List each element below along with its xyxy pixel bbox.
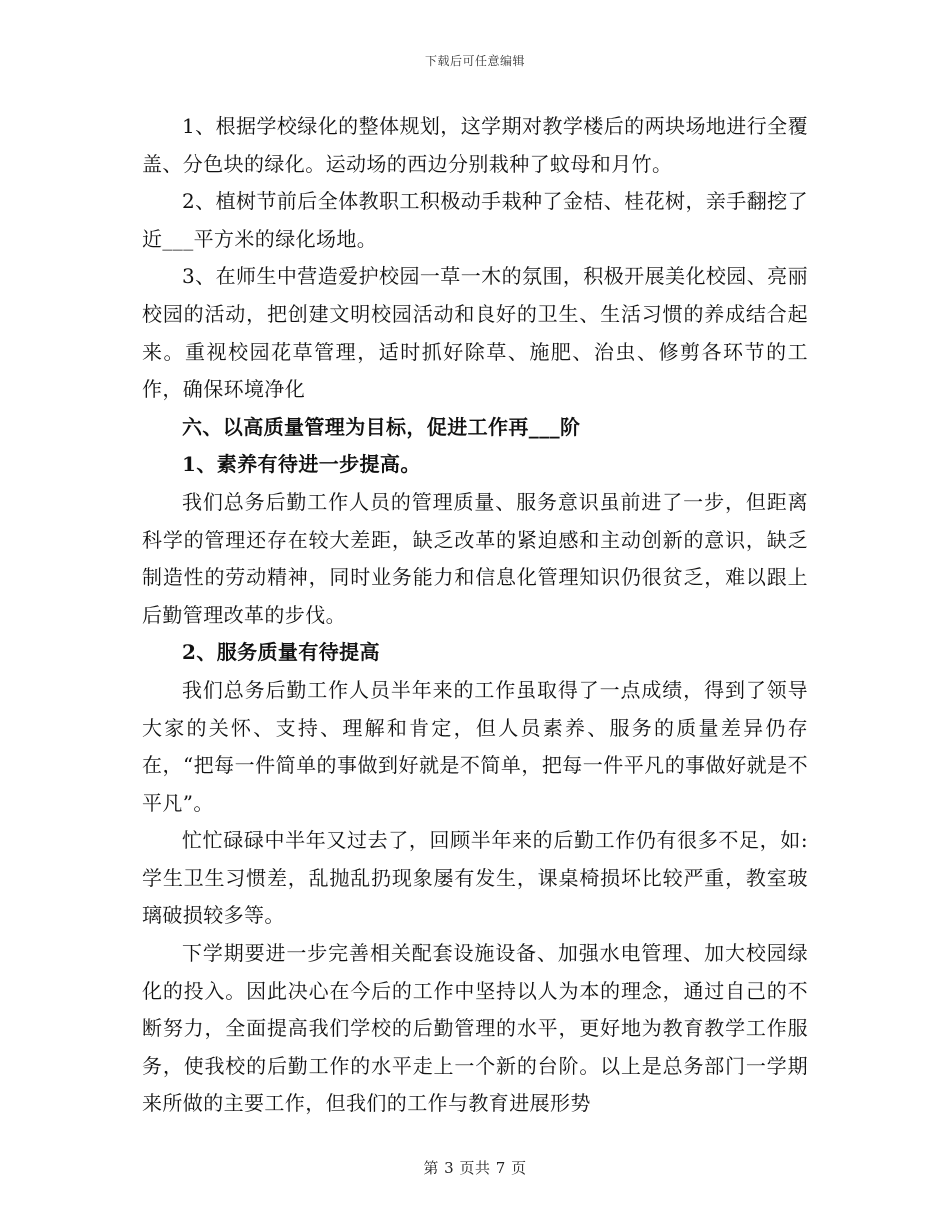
paragraph-next-semester: 下学期要进一步完善相关配套设施设备、加强水电管理、加大校园绿化的投入。因此决心在今后的工作中坚持以人为本的理念，通过自己的不断努力，全面提高我们学校的后勤管理的水平，更好地为教育教学工作服务，使我校的后勤工作的水平走上一个新的台阶。以上是总务部门一学期来所做的主要工作，但我们的工作与教育进展形势	[142, 941, 808, 1116]
page-header: 下载后可任意编辑	[424, 54, 525, 68]
subheading-service-quality: 2、服务质量有待提高	[182, 640, 380, 665]
paragraph-greening-plan: 1、根据学校绿化的整体规划，这学期对教学楼后的两块场地进行全覆盖、分色块的绿化。运动场的西边分别栽种了蚊母和月竹。	[142, 114, 808, 176]
document-body	[142, 108, 808, 1123]
paragraph-service-achievements: 我们总务后勤工作人员半年来的工作虽取得了一点成绩，得到了领导大家的关怀、支持、理解和肯定，但人员素养、服务的质量差异仍存在，“把每一件简单的事做到好就是不简单，把每一件平凡的事做好就是不平凡”。	[142, 677, 808, 815]
paragraph-management-quality: 我们总务后勤工作人员的管理质量、服务意识虽前进了一步，但距离科学的管理还存在较大差距，缺乏改革的紧迫感和主动创新的意识，缺乏制造性的劳动精神，同时业务能力和信息化管理知识仍很贫乏，难以跟上后勤管理改革的步伐。	[142, 489, 808, 627]
subheading-literacy: 1、素养有待进一步提高。	[182, 452, 421, 477]
paragraph-shortcomings: 忙忙碌碌中半年又过去了，回顾半年来的后勤工作仍有很多不足，如:学生卫生习惯差，乱抛乱扔现象屡有发生，课桌椅损坏比较严重，教室玻璃破损较多等。	[142, 828, 808, 928]
paragraph-campus-care: 3、在师生中营造爱护校园一草一木的氛围，积极开展美化校园、亮丽校园的活动，把创建文明校园活动和良好的卫生、生活习惯的养成结合起来。重视校园花草管理，适时抓好除草、施肥、治虫、修剪各环节的工作，确保环境净化	[142, 264, 808, 402]
paragraph-tree-planting: 2、植树节前后全体教职工积极动手栽种了金桔、桂花树，亲手翻挖了近___平方米的绿化场地。	[142, 189, 808, 251]
page-footer: 第 3 页共 7 页	[423, 1159, 527, 1177]
section-heading-six: 六、以高质量管理为目标，促进工作再___阶	[182, 414, 581, 439]
